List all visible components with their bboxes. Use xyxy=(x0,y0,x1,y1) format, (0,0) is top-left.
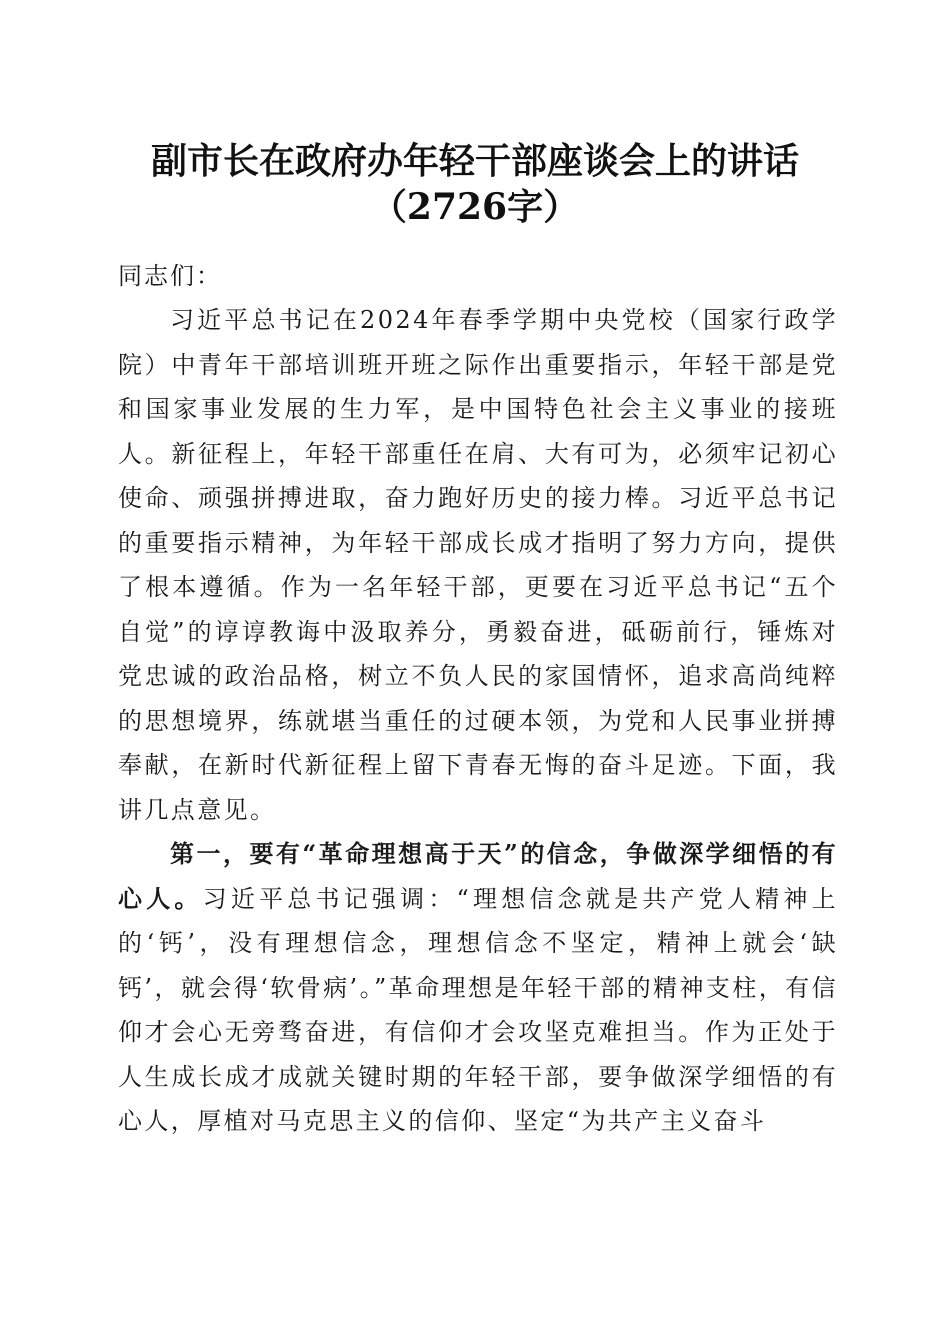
paragraph-lead: 第一，要有“革命理想高于天”的信念，争做深学细悟的有心人。 xyxy=(118,839,838,913)
title-block xyxy=(0,138,950,230)
paragraph-point-one xyxy=(118,832,838,1144)
paragraph-text: 习近平总书记在2024年春季学期中央党校（国家行政学院）中青年干部培训班开班之际作出重要指示，年轻干部是党和国家事业发展的生力军，是中国特色社会主义事业的接班人。新征程上，年轻干部重任在肩、大有可为，必须牢记初心使命、顽强拼搏进取，奋力跑好历史的接力棒。习近平总书记的重要指示精神，为年轻干部成长成才指明了努力方向，提供了根本遵循。作为一名年轻干部，更要在习近平总书记“五个自觉”的谆谆教诲中汲取养分，勇毅奋进，砥砺前行，锤炼对党忠诚的政治品格，树立不负人民的家国情怀，追求高尚纯粹的思想境界，练就堪当重任的过硬本领，为党和人民事业拼搏奉献，在新时代新征程上留下青春无悔的奋斗足迹。下面，我讲几点意见。 xyxy=(118,306,838,824)
paragraph-intro xyxy=(118,298,838,832)
document-word-count: （2726字） xyxy=(370,186,580,228)
salutation: 同志们： xyxy=(118,262,222,290)
document-title: 副市长在政府办年轻干部座谈会上的讲话 xyxy=(150,140,799,182)
paragraph-text: 习近平总书记强调：“理想信念就是共产党人精神上的‘钙’，没有理想信念，理想信念不坚定，精神上就会‘缺钙’，就会得‘软骨病’。”革命理想是年轻干部的精神支柱，有信仰才会心无旁骛奋进，有信仰才会攻坚克难担当。作为正处于人生成长成才成就关键时期的年轻干部，要争做深学细悟的有心人，厚植对马克思主义的信仰、坚定“为共产主义奋斗 xyxy=(118,884,838,1135)
document-body xyxy=(118,254,838,1144)
